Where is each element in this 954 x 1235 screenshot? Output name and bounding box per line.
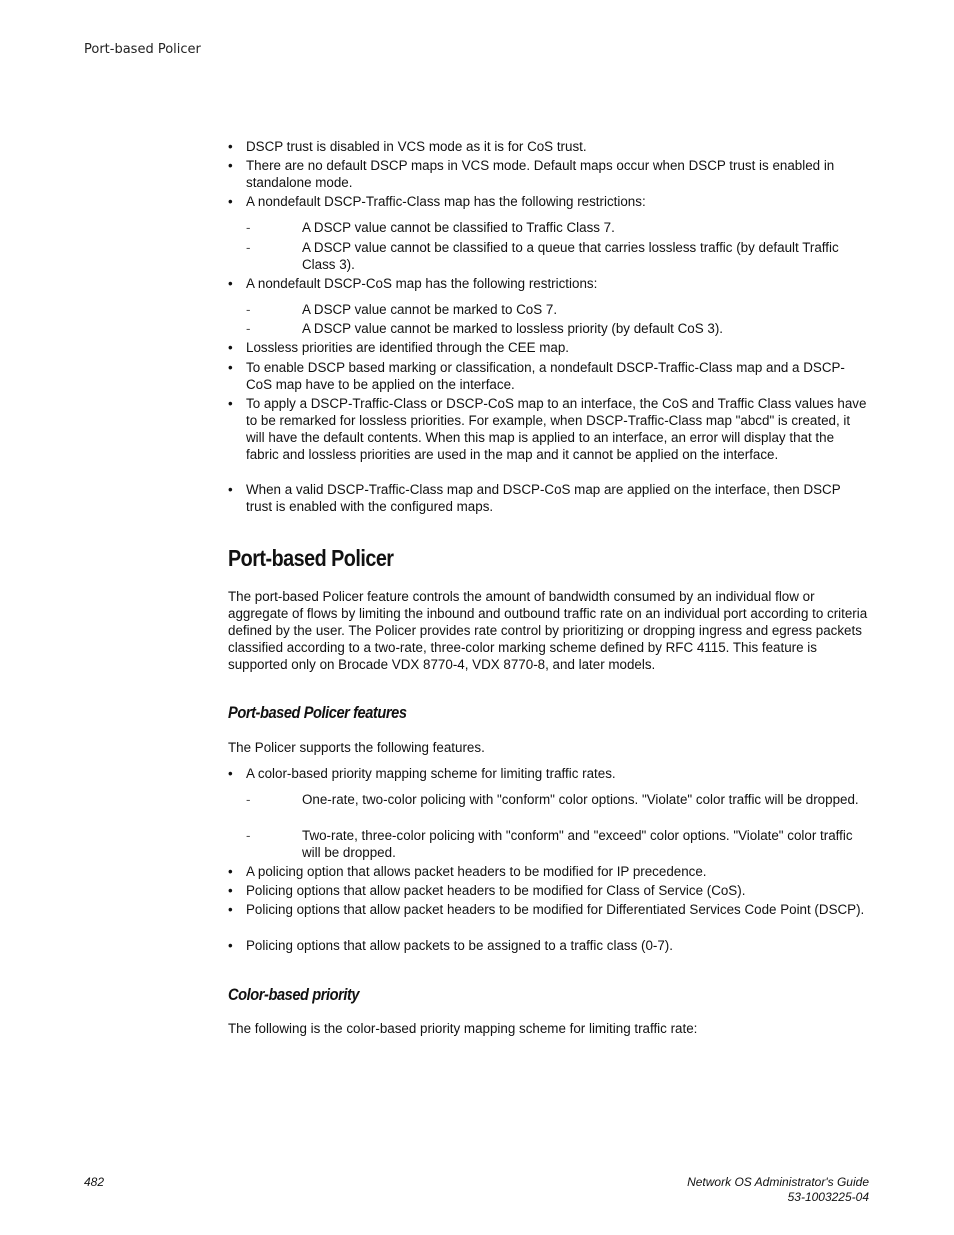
- page-number: 482: [84, 1175, 105, 1189]
- bullet-mark: •: [228, 864, 233, 879]
- guide-title: Network OS Administrator's Guide: [687, 1175, 869, 1189]
- subsection-heading-features: Port-based Policer features: [228, 703, 407, 722]
- subsection-heading-color-priority: Color-based priority: [228, 985, 360, 1004]
- bullet-mark: •: [228, 938, 233, 953]
- dash-mark: -: [246, 792, 251, 807]
- bullet-mark: •: [228, 194, 233, 209]
- dash-mark: -: [246, 321, 251, 336]
- bullet-mark: •: [228, 766, 233, 781]
- bullet-mark: •: [228, 158, 233, 173]
- dash-mark: -: [246, 302, 251, 317]
- list-item: • To apply a DSCP-Traffic-Class or DSCP-CoS map to an interface, the CoS and Traffic Class values have to be remarked for lossless priorities. For example, when DSCP-Traffic-Class map "abcd" is created, it will have the default contents. When this map is applied to an interface, an error will display that the fabric and lossless priorities are used in the map and it cannot be applied on the interface.: [228, 396, 867, 462]
- sub-list-item: - A DSCP value cannot be classified to a queue that carries lossless traffic (by default Traffic Class 3).: [246, 240, 839, 272]
- list-item: • Policing options that allow packet headers to be modified for Class of Service (CoS).: [228, 883, 746, 898]
- section-paragraph: The port-based Policer feature controls the amount of bandwidth consumed by an individual flow or aggregate of flows by limiting the inbound and outbound traffic rate on an individual port according to criteria defined by the user. The Policer provides rate control by prioritizing or dropping ingress and egress packets classified according to a two-rate, three-color marking scheme defined by RFC 4115. This feature is supported only on Brocade VDX 8770-4, VDX 8770-8, and later models.: [228, 589, 868, 672]
- list-item: • A color-based priority mapping scheme for limiting traffic rates.: [228, 766, 616, 781]
- features-intro: The Policer supports the following features.: [228, 740, 485, 755]
- bullet-mark: •: [228, 883, 233, 898]
- list-item: • A policing option that allows packet headers to be modified for IP precedence.: [228, 864, 707, 879]
- sub-list-item: - A DSCP value cannot be marked to CoS 7.: [246, 302, 558, 317]
- running-header: Port-based Policer: [84, 42, 201, 57]
- bullet-mark: •: [228, 482, 233, 497]
- list-item: • A nondefault DSCP-Traffic-Class map has the following restrictions:: [228, 194, 646, 209]
- bullet-mark: •: [228, 396, 233, 411]
- dash-mark: -: [246, 828, 251, 843]
- doc-number: 53-1003225-04: [787, 1190, 869, 1204]
- sub-list-item: - A DSCP value cannot be classified to Traffic Class 7.: [246, 220, 615, 235]
- footer-doc-info: [687, 1175, 869, 1205]
- color-priority-intro: The following is the color-based priority mapping scheme for limiting traffic rate:: [228, 1021, 698, 1036]
- dash-mark: -: [246, 220, 251, 235]
- list-item: • There are no default DSCP maps in VCS mode. Default maps occur when DSCP trust is enabled in standalone mode.: [228, 158, 835, 190]
- list-item: • Lossless priorities are identified through the CEE map.: [228, 340, 570, 355]
- bullet-mark: •: [228, 902, 233, 917]
- list-item: • Policing options that allow packets to be assigned to a traffic class (0-7).: [228, 938, 673, 953]
- dash-mark: -: [246, 240, 251, 255]
- sub-list-item: - One-rate, two-color policing with "conform" color options. "Violate" color traffic will be dropped.: [246, 792, 859, 807]
- sub-list-item: - Two-rate, three-color policing with "conform" and "exceed" color options. "Violate" color traffic will be dropped.: [246, 828, 853, 860]
- bullet-mark: •: [228, 340, 233, 355]
- list-item: • When a valid DSCP-Traffic-Class map and DSCP-CoS map are applied on the interface, then DSCP trust is enabled with the configured maps.: [228, 482, 841, 514]
- bullet-mark: •: [228, 360, 233, 375]
- list-item: • Policing options that allow packet headers to be modified for Differentiated Services Code Point (DSCP).: [228, 902, 865, 917]
- bullet-mark: •: [228, 139, 233, 154]
- sub-list-item: - A DSCP value cannot be marked to lossless priority (by default CoS 3).: [246, 321, 724, 336]
- bullet-mark: •: [228, 276, 233, 291]
- list-item: • DSCP trust is disabled in VCS mode as it is for CoS trust.: [228, 139, 587, 154]
- list-item: • A nondefault DSCP-CoS map has the following restrictions:: [228, 276, 598, 291]
- section-heading: Port-based Policer: [228, 545, 394, 571]
- list-item: • To enable DSCP based marking or classification, a nondefault DSCP-Traffic-Class map and a DSCP-CoS map have to be applied on the interface.: [228, 360, 845, 392]
